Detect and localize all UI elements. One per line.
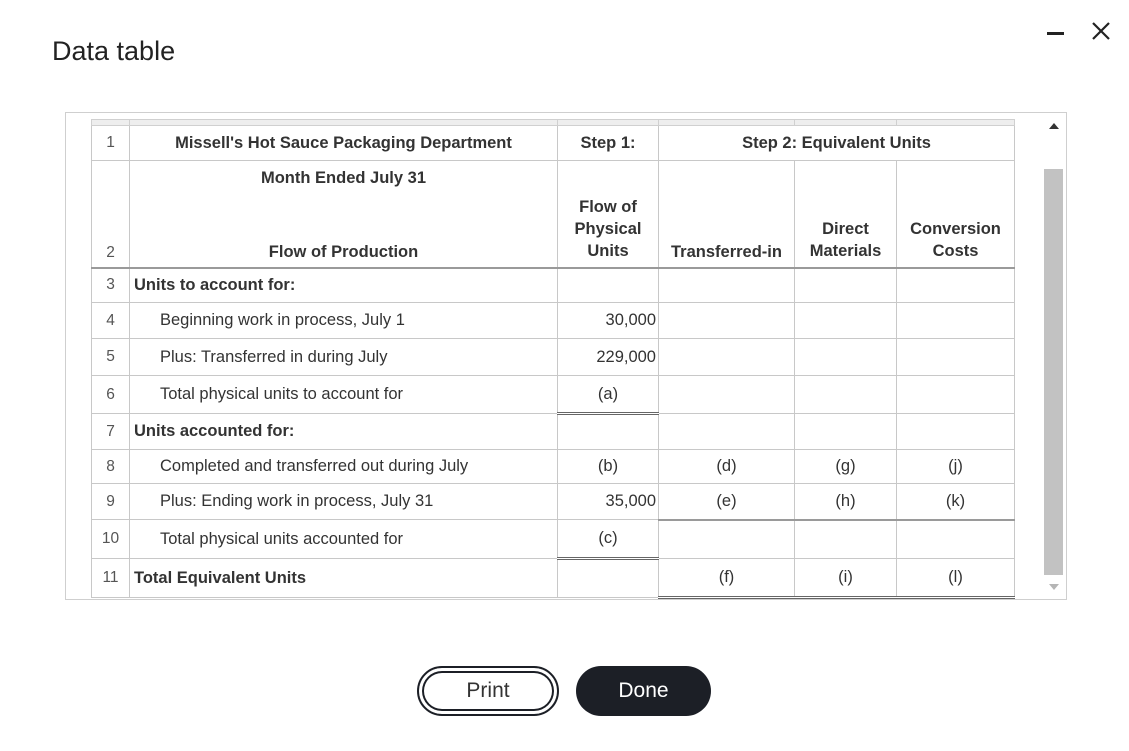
- transferred-in-cell: (e): [659, 484, 795, 520]
- transferred-in-cell: (f): [659, 559, 795, 598]
- physical-units-cell: [558, 559, 659, 598]
- header-line: Costs: [932, 241, 979, 260]
- row-number: 8: [92, 450, 130, 484]
- direct-materials-cell: [795, 303, 897, 339]
- data-table-frame: [65, 112, 1067, 600]
- physical-units-cell: [558, 414, 659, 450]
- direct-materials-cell: [795, 520, 897, 559]
- physical-units-cell: 30,000: [558, 303, 659, 339]
- row-number: 11: [92, 559, 130, 598]
- step2-label: Step 2: Equivalent Units: [659, 126, 1015, 161]
- row-number: 3: [92, 268, 130, 303]
- row-label: Total physical units accounted for: [130, 520, 558, 559]
- transferred-in-cell: [659, 376, 795, 414]
- direct-materials-cell: [795, 376, 897, 414]
- company-name: Missell's Hot Sauce Packaging Department: [130, 126, 558, 161]
- direct-materials-cell: (h): [795, 484, 897, 520]
- direct-materials-header: [795, 161, 897, 268]
- data-table: [91, 119, 1015, 599]
- conversion-costs-header: [897, 161, 1015, 268]
- row-number: 7: [92, 414, 130, 450]
- direct-materials-cell: [795, 339, 897, 376]
- conversion-costs-cell: [897, 414, 1015, 450]
- minimize-icon: [1047, 32, 1064, 35]
- header-line: Direct: [822, 219, 869, 238]
- row-label: Total physical units to account for: [130, 376, 558, 414]
- row-number: 2: [92, 161, 130, 268]
- row-label: Plus: Transferred in during July: [130, 339, 558, 376]
- row-label: Units to account for:: [130, 268, 558, 303]
- table-row: [92, 268, 1015, 303]
- conversion-costs-cell: [897, 339, 1015, 376]
- minimize-button[interactable]: [1040, 16, 1070, 46]
- close-icon: [1091, 21, 1111, 41]
- transferred-in-cell: [659, 339, 795, 376]
- direct-materials-cell: (i): [795, 559, 897, 598]
- direct-materials-cell: [795, 414, 897, 450]
- physical-units-cell: (b): [558, 450, 659, 484]
- direct-materials-cell: (g): [795, 450, 897, 484]
- table-row: [92, 161, 1015, 268]
- period-label: Month Ended July 31: [260, 169, 427, 187]
- done-button[interactable]: Done: [576, 666, 711, 716]
- row-number: 10: [92, 520, 130, 559]
- transferred-in-header: Transferred-in: [659, 161, 795, 268]
- table-row: [92, 450, 1015, 484]
- vertical-scrollbar[interactable]: [1042, 113, 1066, 599]
- row-label: Plus: Ending work in process, July 31: [130, 484, 558, 520]
- physical-units-cell: 229,000: [558, 339, 659, 376]
- table-row: [92, 303, 1015, 339]
- transferred-in-cell: [659, 520, 795, 559]
- flow-of-production-label: Flow of Production: [268, 242, 419, 261]
- header-labels: [130, 161, 558, 268]
- conversion-costs-cell: [897, 303, 1015, 339]
- row-label: Units accounted for:: [130, 414, 558, 450]
- header-line: Materials: [809, 241, 882, 260]
- row-number: 6: [92, 376, 130, 414]
- physical-units-cell: [558, 268, 659, 303]
- row-label: Completed and transferred out during July: [130, 450, 558, 484]
- transferred-in-cell: [659, 268, 795, 303]
- row-label: Beginning work in process, July 1: [130, 303, 558, 339]
- table-row: [92, 484, 1015, 520]
- header-line: Physical: [574, 219, 642, 238]
- header-line: Flow of: [579, 197, 637, 216]
- physical-units-cell: (c): [558, 520, 659, 559]
- table-row: [92, 339, 1015, 376]
- row-label: Total Equivalent Units: [130, 559, 558, 598]
- step1-label: Step 1:: [558, 126, 659, 161]
- transferred-in-cell: [659, 414, 795, 450]
- conversion-costs-cell: (k): [897, 484, 1015, 520]
- conversion-costs-cell: [897, 268, 1015, 303]
- conversion-costs-cell: (l): [897, 559, 1015, 598]
- transferred-in-cell: [659, 303, 795, 339]
- direct-materials-cell: [795, 268, 897, 303]
- scroll-thumb[interactable]: [1044, 169, 1063, 575]
- row-number: 5: [92, 339, 130, 376]
- header-line: Units: [587, 241, 629, 260]
- header-line: Conversion: [910, 219, 1001, 238]
- scroll-down-arrow-icon[interactable]: [1049, 584, 1059, 590]
- table-row: [92, 376, 1015, 414]
- dialog-title: Data table: [52, 36, 176, 66]
- row-number: 4: [92, 303, 130, 339]
- scroll-up-arrow-icon[interactable]: [1049, 123, 1059, 129]
- conversion-costs-cell: (j): [897, 450, 1015, 484]
- table-row: [92, 520, 1015, 559]
- physical-units-cell: (a): [558, 376, 659, 414]
- close-button[interactable]: [1086, 16, 1116, 46]
- table-row: [92, 126, 1015, 161]
- conversion-costs-cell: [897, 376, 1015, 414]
- transferred-in-cell: (d): [659, 450, 795, 484]
- print-button[interactable]: Print: [417, 666, 559, 716]
- row-number: 9: [92, 484, 130, 520]
- table-row: [92, 559, 1015, 598]
- conversion-costs-cell: [897, 520, 1015, 559]
- physical-units-cell: 35,000: [558, 484, 659, 520]
- table-row: [92, 414, 1015, 450]
- row-number: 1: [92, 126, 130, 161]
- physical-units-header: [558, 161, 659, 268]
